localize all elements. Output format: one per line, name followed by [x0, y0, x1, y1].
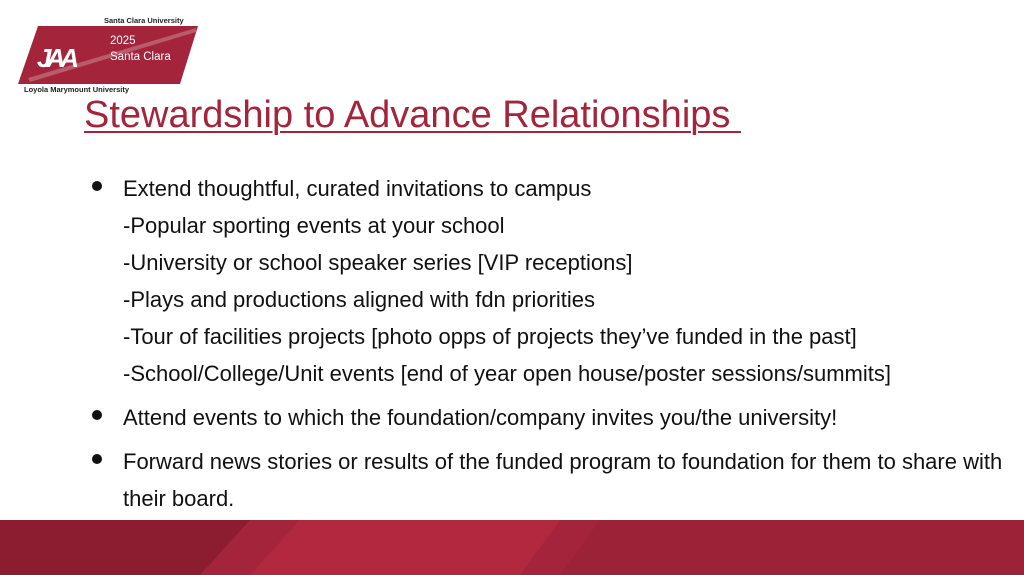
bullet-text: Forward news stories or results of the funded program to foundation for them to share with their board. [123, 449, 1003, 511]
bullet-item [86, 399, 1006, 436]
sub-item: -Plays and productions aligned with fdn priorities [123, 287, 596, 312]
logo-mark: JAA [37, 43, 75, 73]
logo-bottom-text: Loyola Marymount University [24, 85, 130, 94]
sub-item: -University or school speaker series [VIP receptions] [123, 250, 633, 275]
footer-band [0, 520, 1024, 575]
bullet-text: Attend events to which the foundation/company invites you/the university! [123, 405, 838, 430]
bullet-dot-icon [92, 410, 102, 420]
bullet-item [86, 170, 1006, 392]
sub-item: -Popular sporting events at your school [123, 213, 505, 238]
logo-year: 2025 [110, 35, 136, 47]
logo-top-text: Santa Clara University [104, 16, 184, 25]
bullet-list [86, 170, 1006, 517]
event-logo [18, 14, 198, 96]
sub-item: -Tour of facilities projects [photo opps of projects they’ve funded in the past] [123, 324, 857, 349]
bullet-dot-icon [92, 454, 102, 464]
bullet-text: Extend thoughtful, curated invitations to campus [123, 176, 592, 201]
bullet-dot-icon [92, 181, 102, 191]
bullet-item [86, 443, 1006, 517]
slide-title: Stewardship to Advance Relationships [84, 94, 741, 136]
logo-city: Santa Clara [110, 51, 171, 63]
sub-item: -School/College/Unit events [end of year open house/poster sessions/summits] [123, 361, 891, 386]
